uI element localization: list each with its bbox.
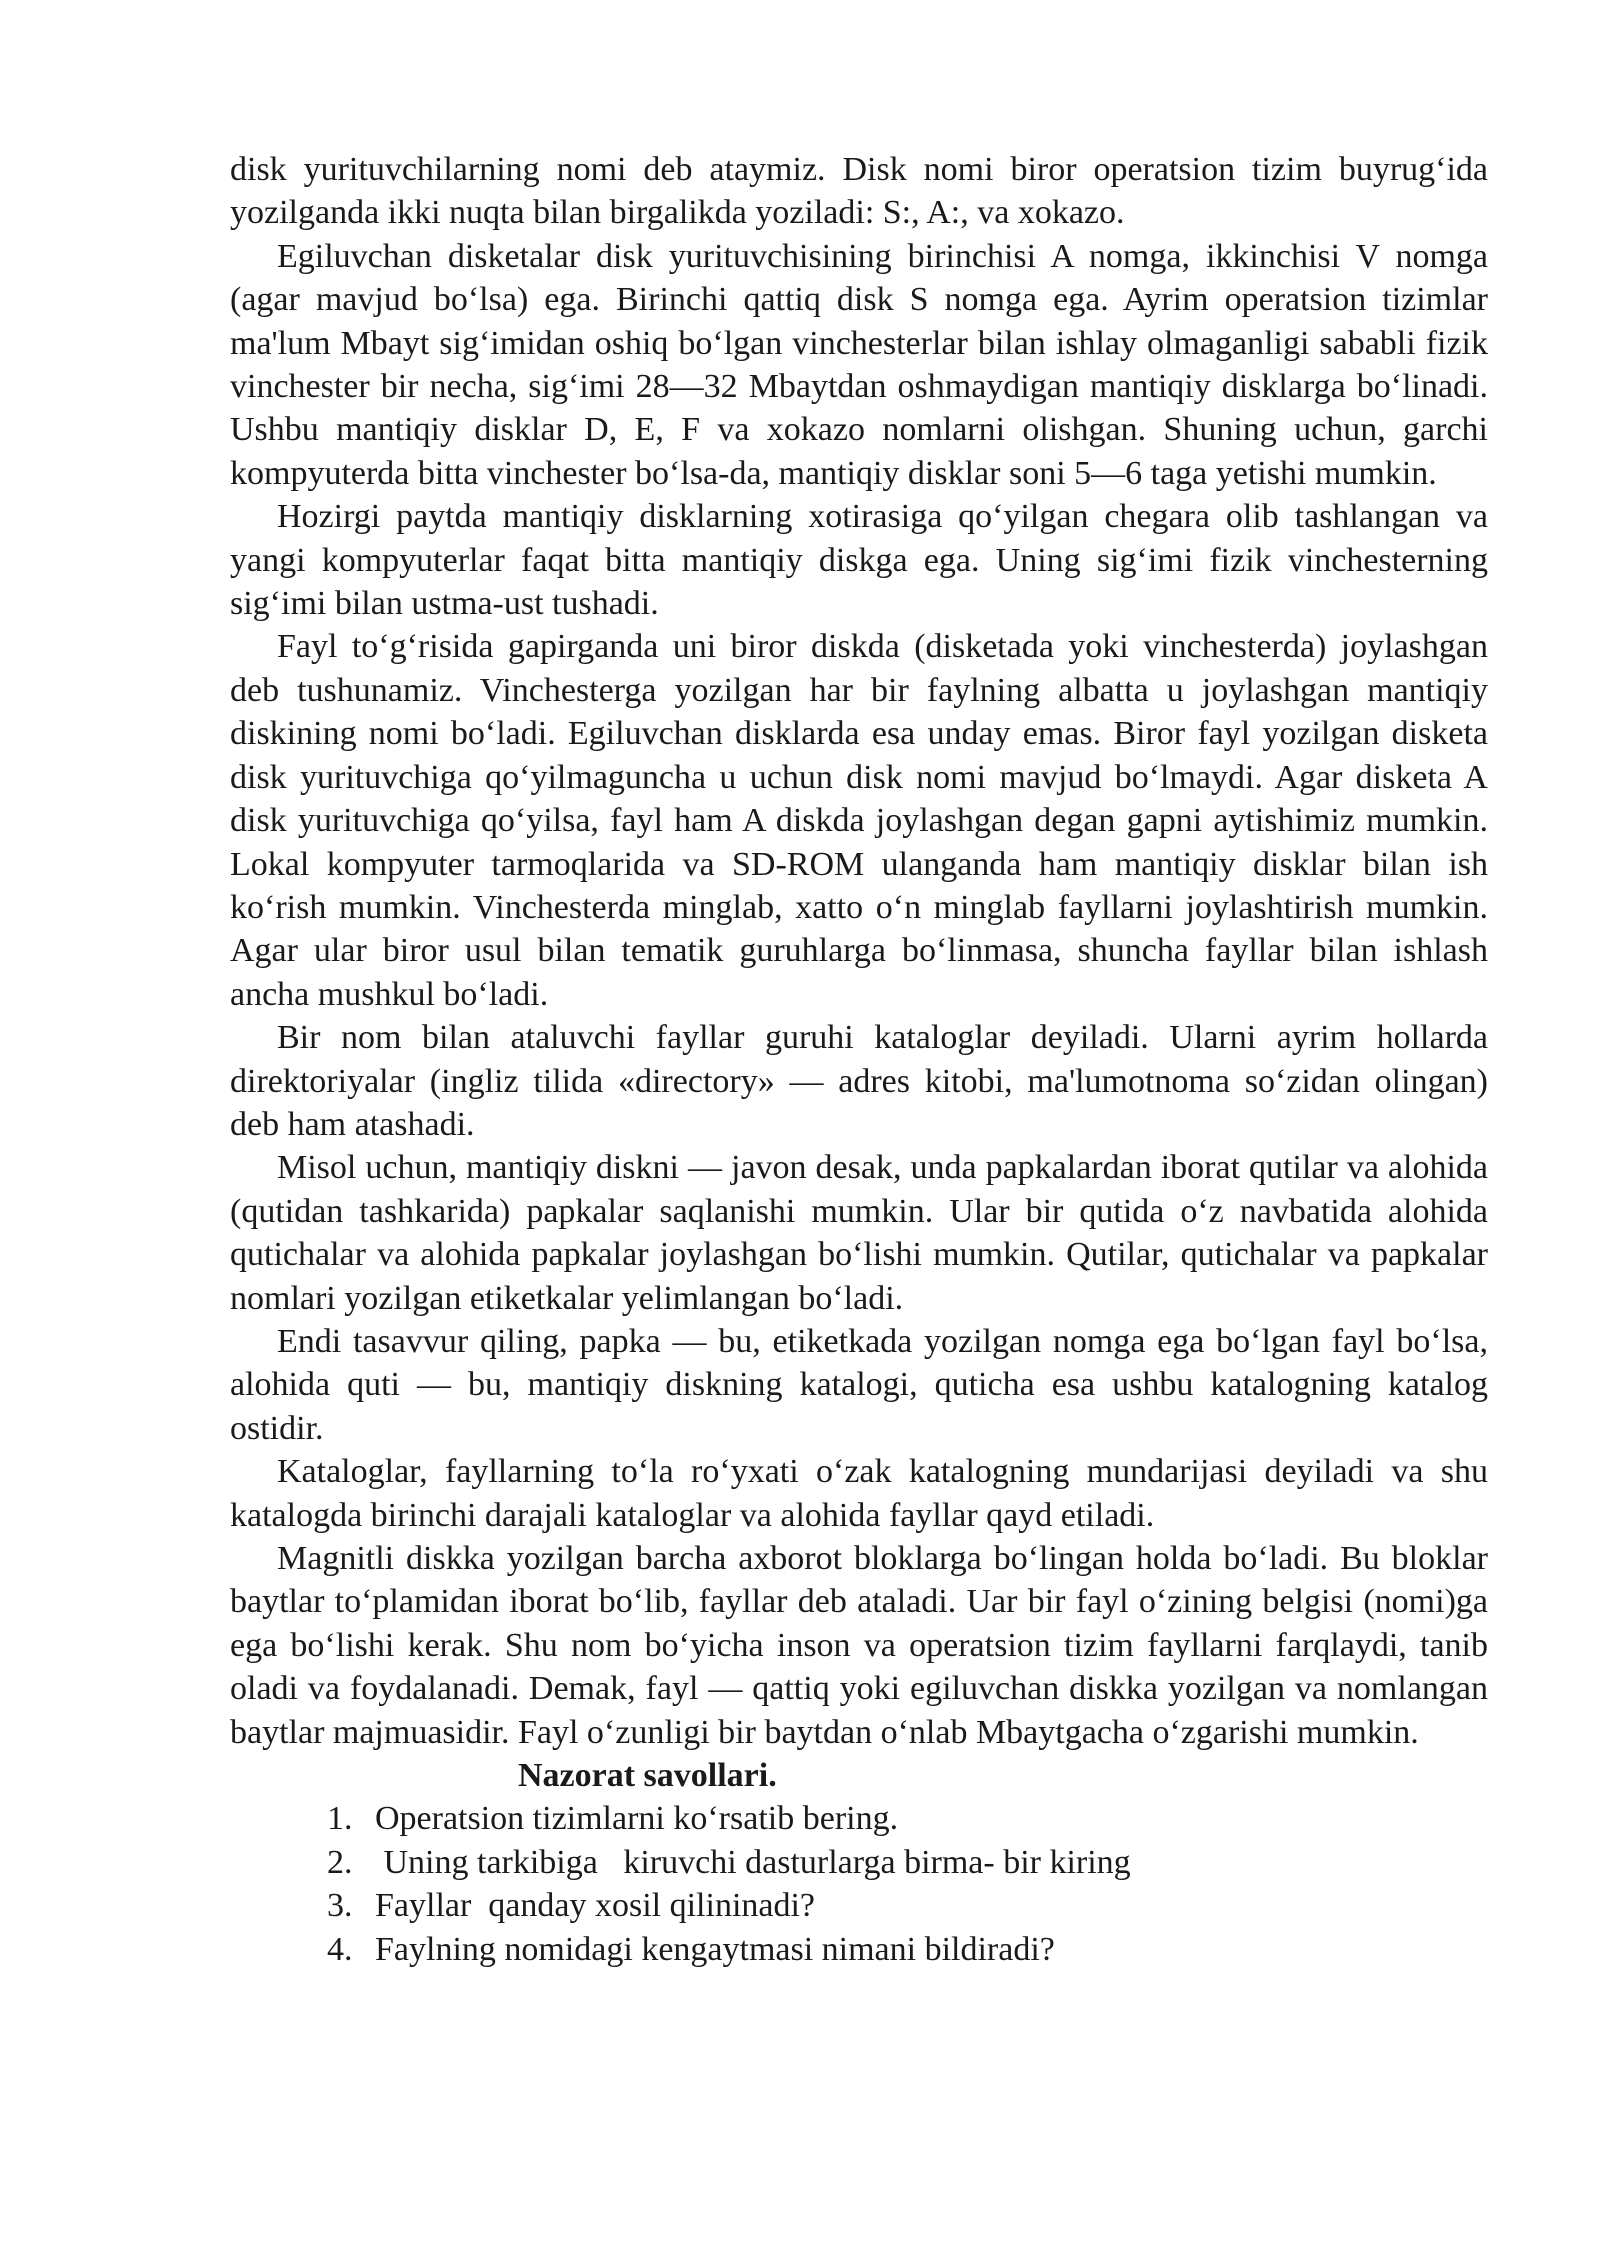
review-question	[230, 1928, 1488, 1971]
review-question-list	[230, 1797, 1488, 1971]
question-number: 2.	[327, 1843, 353, 1881]
question-text: Fayllar qanday xosil qilininadi?	[375, 1887, 816, 1925]
paragraph-4: Fayl to‘g‘risida gapirganda uni biror diskda (disketada yoki vinchesterda) joylashgan deb tushunamiz. Vinchesterga yozilgan har bir faylning albatta u joylashgan mantiqiy diskining nomi bo‘ladi. Egiluvchan disklarda esa unday emas. Biror fayl yozilgan disketa disk yurituvchiga qo‘yilmaguncha u uchun disk nomi mavjud bo‘lmaydi. Agar disketa A disk yurituvchiga qo‘yilsa, fayl ham A diskda joylashgan degan gapni aytishimiz mumkin. Lokal kompyuter tarmoqlarida va SD-ROM ulanganda ham mantiqiy disklar bilan ish ko‘rish mumkin. Vinchesterda minglab, xatto o‘n minglab fayllarni joylashtirish mumkin. Agar ular biror usul bilan tematik guruhlarga bo‘linmasa, shuncha fayllar bilan ishlash ancha mushkul bo‘ladi.	[230, 628, 1488, 1013]
question-text: Faylning nomidagi kengaytmasi nimani bildiradi?	[375, 1930, 1055, 1968]
question-number: 3.	[327, 1887, 353, 1925]
review-question	[230, 1841, 1488, 1884]
paragraph-7: Endi tasavvur qiling, papka — bu, etiketkada yozilgan nomga ega bo‘lgan fayl bo‘lsa, alohida quti — bu, mantiqiy diskning katalogi, quticha esa ushbu katalogning katalog ostidir.	[230, 1322, 1488, 1447]
paragraph-6: Misol uchun, mantiqiy diskni — javon desak, unda papkalardan iborat qutilar va alohida (qutidan tashkarida) papkalar saqlanishi mumkin. Ular bir qutida o‘z navbatida alohida qutichalar va alohida papkalar joylashgan bo‘lishi mumkin. Qutilar, qutichalar va papkalar nomlari yozilgan etiketkalar yelimlangan bo‘ladi.	[230, 1149, 1488, 1317]
paragraph-9: Magnitli diskka yozilgan barcha axborot bloklarga bo‘lingan holda bo‘ladi. Bu bloklar baytlar to‘plamidan iborat bo‘lib, fayllar deb ataladi. Uar bir fayl o‘zining belgisi (nomi)ga ega bo‘lishi kerak. Shu nom bo‘yicha inson va operatsion tizim fayllarni farqlaydi, tanib oladi va foydalanadi. Demak, fayl — qattiq yoki egiluvchan diskka yozilgan va nomlangan baytlar majmuasidir. Fayl o‘zunligi bir baytdan o‘nlab Mbaytgacha o‘zgarishi mumkin.	[230, 1540, 1488, 1751]
question-number: 4.	[327, 1930, 353, 1968]
paragraph-2: Egiluvchan disketalar disk yurituvchisining birinchisi A nomga, ikkinchisi V nomga (agar mavjud bo‘lsa) ega. Birinchi qattiq disk S nomga ega. Ayrim operatsion tizimlar ma'lum Mbayt sig‘imidan oshiq bo‘lgan vinchesterlar bilan ishlay olmaganligi sababli fizik vinchester bir necha, sig‘imi 28—32 Mbaytdan oshmaydigan mantiqiy disklarga bo‘linadi. Ushbu mantiqiy disklar D, E, F va xokazo nomlarni olishgan. Shuning uchun, garchi kompyuterda bitta vinchester bo‘lsa-da, mantiqiy disklar soni 5—6 taga yetishi mumkin.	[230, 237, 1488, 492]
review-heading: Nazorat savollari.	[518, 1757, 777, 1795]
paragraph-5: Bir nom bilan ataluvchi fayllar guruhi kataloglar deyiladi. Ularni ayrim hollarda direktoriyalar (ingliz tilida «directory» — adres kitobi, ma'lumotnoma so‘zidan olingan) deb ham atashadi.	[230, 1019, 1488, 1143]
paragraph-3: Hozirgi paytda mantiqiy disklarning xotirasiga qo‘yilgan chegara olib tashlangan va yangi kompyuterlar faqat bitta mantiqiy diskga ega. Uning sig‘imi fizik vinchesterning sig‘imi bilan ustma-ust tushadi.	[230, 498, 1488, 623]
paragraph-1: disk yurituvchilarning nomi deb ataymiz. Disk nomi biror operatsion tizim buyrug‘ida yozilganda ikki nuqta bilan birgalikda yoziladi: S:, A:, va xokazo.	[230, 151, 1488, 232]
review-question	[230, 1797, 1488, 1840]
question-text: Operatsion tizimlarni ko‘rsatib bering.	[375, 1800, 899, 1838]
review-question	[230, 1884, 1488, 1927]
question-number: 1.	[327, 1800, 353, 1838]
paragraph-8: Kataloglar, fayllarning to‘la ro‘yxati o‘zak katalogning mundarijasi deyiladi va shu katalogda birinchi darajali kataloglar va alohida fayllar qayd etiladi.	[230, 1453, 1488, 1534]
document-page	[230, 148, 1488, 1971]
question-text: Uning tarkibiga kiruvchi dasturlarga birma- bir kiring	[375, 1843, 1131, 1881]
